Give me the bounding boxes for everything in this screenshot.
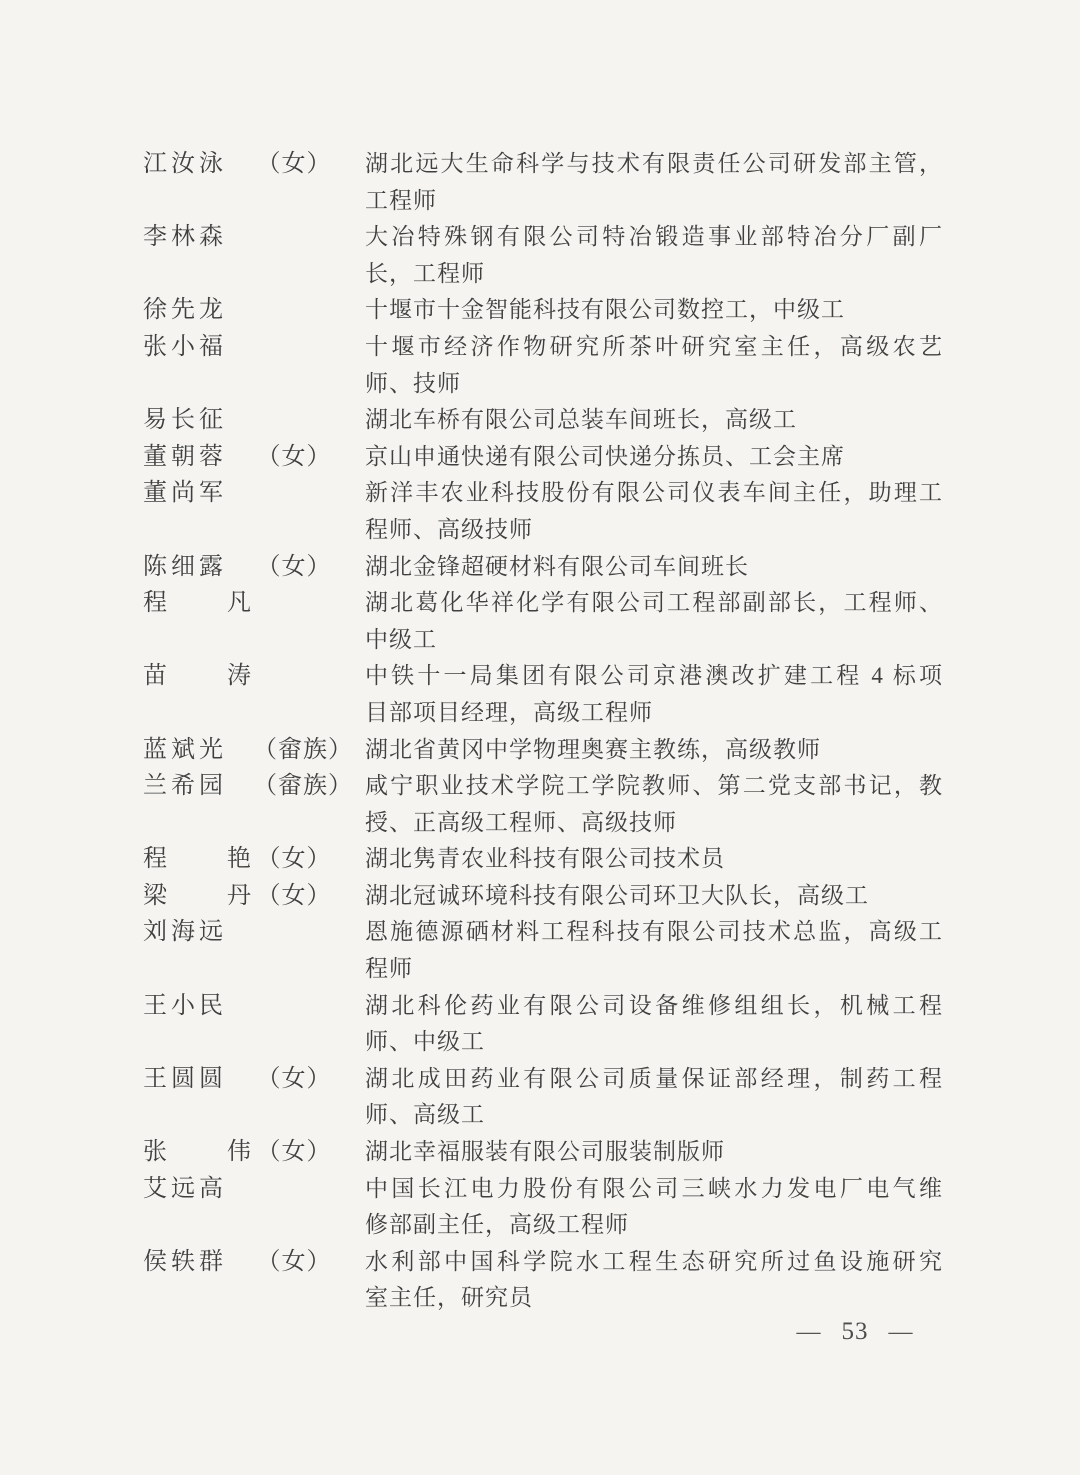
position-description — [365, 914, 943, 987]
position-description-line: 咸宁职业技术学院工学院教师、第二党支部书记，教 — [365, 773, 943, 799]
person-name: 董尚军 — [143, 480, 227, 507]
position-description-line: 新洋丰农业科技股份有限公司仪表车间主任，助理工 — [365, 480, 943, 506]
person-name: 程 艳 — [143, 846, 255, 873]
position-description-line: 十堰市经济作物研究所茶叶研究室主任，高级农艺 — [365, 333, 943, 359]
roster-entry — [143, 841, 953, 878]
roster-entry — [143, 475, 953, 548]
person-name: 苗 涛 — [143, 663, 255, 690]
position-description — [365, 549, 943, 586]
position-description-line: 程师、高级技师 — [365, 516, 533, 542]
position-description-line: 工程师 — [365, 187, 437, 213]
position-description-line: 目部项目经理，高级工程师 — [365, 699, 653, 725]
position-description — [365, 841, 943, 878]
gender-ethnicity-tag: （女） — [256, 443, 332, 470]
person-name: 刘海远 — [143, 919, 227, 946]
roster-entry — [143, 768, 953, 841]
position-description — [365, 329, 943, 402]
person-name: 王圆圆 — [143, 1065, 227, 1092]
position-description — [365, 1171, 943, 1244]
position-description — [365, 1134, 943, 1171]
position-description-line: 湖北车桥有限公司总装车间班长，高级工 — [365, 407, 797, 433]
roster-entry — [143, 1134, 953, 1171]
position-description-line: 修部副主任，高级工程师 — [365, 1212, 629, 1238]
gender-ethnicity-tag: （女） — [256, 1065, 332, 1092]
footer-dash-right: — — [888, 1318, 914, 1345]
position-description — [365, 988, 943, 1061]
page-number: 53 — [841, 1318, 869, 1345]
roster-entry — [143, 878, 953, 915]
position-description — [365, 732, 943, 769]
position-description-line: 京山申通快递有限公司快递分拣员、工会主席 — [365, 443, 845, 469]
position-description-line: 湖北远大生命科学与技术有限责任公司研发部主管， — [365, 151, 943, 176]
person-name: 张 伟 — [143, 1139, 255, 1166]
footer-dash-left: — — [796, 1318, 822, 1345]
position-description — [365, 658, 943, 731]
person-name: 张小福 — [143, 333, 227, 360]
position-description-line: 室主任，研究员 — [365, 1285, 533, 1311]
position-description-line: 授、正高级工程师、高级技师 — [365, 809, 677, 835]
position-description-line: 十堰市十金智能科技有限公司数控工，中级工 — [365, 297, 845, 323]
gender-ethnicity-tag: （畲族） — [253, 736, 353, 763]
roster-entry — [143, 219, 953, 292]
position-description — [365, 878, 943, 915]
person-name: 梁 丹 — [143, 882, 255, 909]
roster-entry — [143, 988, 953, 1061]
gender-ethnicity-tag: （女） — [256, 151, 332, 177]
gender-ethnicity-tag: （女） — [256, 1248, 332, 1275]
position-description — [365, 585, 943, 658]
position-description — [365, 475, 943, 548]
roster-entry — [143, 292, 953, 329]
person-name: 陈细露 — [143, 553, 227, 580]
position-description-line: 湖北金锋超硬材料有限公司车间班长 — [365, 553, 749, 579]
roster-entry — [143, 585, 953, 658]
roster-entry — [143, 732, 953, 769]
roster-entry — [143, 549, 953, 586]
position-description-line: 湖北幸福服装有限公司服装制版师 — [365, 1139, 725, 1165]
gender-ethnicity-tag: （女） — [256, 1139, 332, 1166]
position-description-line: 湖北隽青农业科技有限公司技术员 — [365, 846, 725, 872]
person-name: 程 凡 — [143, 590, 255, 617]
person-name: 艾远高 — [143, 1175, 227, 1202]
gender-ethnicity-tag: （畲族） — [253, 773, 353, 800]
position-description-line: 中铁十一局集团有限公司京港澳改扩建工程 4 标项 — [365, 663, 943, 689]
person-name: 徐先龙 — [143, 297, 227, 324]
position-description-line: 师、中级工 — [365, 1029, 485, 1055]
position-description-line: 中级工 — [365, 626, 437, 652]
position-description — [365, 1244, 943, 1317]
person-name: 王小民 — [143, 992, 227, 1019]
position-description-line: 大冶特殊钢有限公司特冶锻造事业部特冶分厂副厂 — [365, 224, 943, 250]
position-description-line: 湖北冠诚环境科技有限公司环卫大队长，高级工 — [365, 882, 869, 908]
person-name: 蓝斌光 — [143, 736, 227, 763]
position-description-line: 恩施德源硒材料工程科技有限公司技术总监，高级工 — [365, 919, 943, 945]
position-description — [365, 439, 943, 476]
person-name: 江汝泳 — [143, 151, 227, 177]
person-name: 兰希园 — [143, 773, 227, 800]
position-description-line: 湖北省黄冈中学物理奥赛主教练，高级教师 — [365, 736, 821, 762]
position-description — [365, 219, 943, 292]
roster-entry — [143, 1171, 953, 1244]
position-description-line: 水利部中国科学院水工程生态研究所过鱼设施研究 — [365, 1248, 943, 1274]
position-description-line: 长，工程师 — [365, 260, 485, 286]
gender-ethnicity-tag: （女） — [256, 553, 332, 580]
position-description-line: 师、高级工 — [365, 1102, 485, 1128]
person-name: 易长征 — [143, 407, 227, 434]
page-footer — [775, 1318, 935, 1346]
position-description-line: 湖北成田药业有限公司质量保证部经理，制药工程 — [365, 1065, 943, 1091]
roster-entry — [143, 329, 953, 402]
position-description-line: 湖北科伦药业有限公司设备维修组组长，机械工程 — [365, 992, 943, 1018]
person-name: 侯轶群 — [143, 1248, 227, 1275]
roster-entry — [143, 146, 953, 219]
roster-entry — [143, 1244, 953, 1317]
position-description — [365, 146, 943, 219]
gender-ethnicity-tag: （女） — [256, 846, 332, 873]
roster-entry — [143, 914, 953, 987]
position-description — [365, 768, 943, 841]
position-description — [365, 402, 943, 439]
position-description-line: 湖北葛化华祥化学有限公司工程部副部长，工程师、 — [365, 590, 943, 616]
roster-entry — [143, 1061, 953, 1134]
roster-list — [143, 146, 953, 1317]
roster-entry — [143, 658, 953, 731]
position-description — [365, 1061, 943, 1134]
gender-ethnicity-tag: （女） — [256, 882, 332, 909]
person-name: 李林森 — [143, 224, 227, 251]
position-description — [365, 292, 943, 329]
person-name: 董朝蓉 — [143, 443, 227, 470]
position-description-line: 师、技师 — [365, 370, 461, 396]
roster-entry — [143, 402, 953, 439]
roster-entry — [143, 439, 953, 476]
position-description-line: 中国长江电力股份有限公司三峡水力发电厂电气维 — [365, 1175, 943, 1201]
position-description-line: 程师 — [365, 956, 413, 982]
